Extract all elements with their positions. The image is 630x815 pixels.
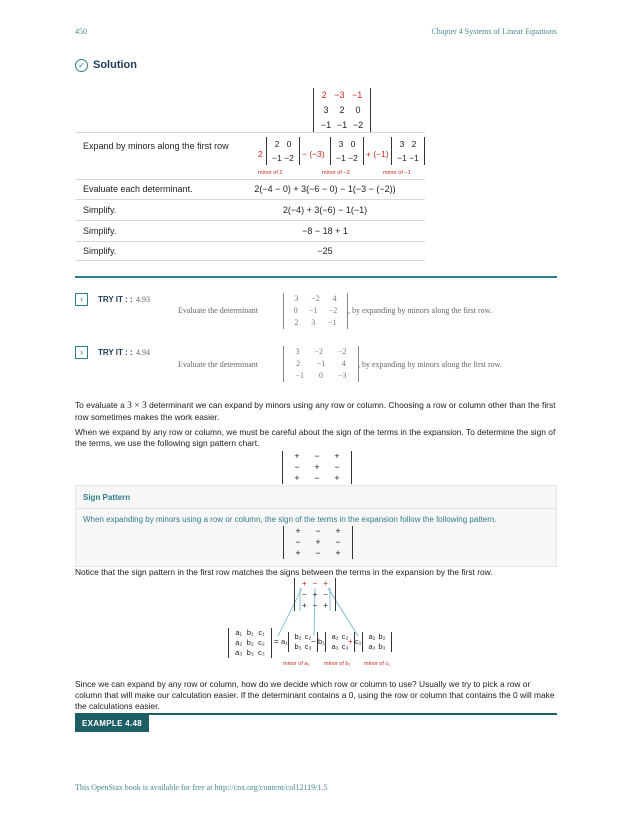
expansion-diagram: [228, 578, 408, 674]
matrix-cell: a₃: [235, 648, 243, 657]
step-row: [75, 242, 425, 261]
matrix-cell: −: [323, 590, 328, 599]
footer-text: This OpenStax book is available for free at http://cnx.org/content/col12119/1.5: [75, 783, 328, 792]
matrix-cell: 3: [294, 294, 299, 303]
matrix-cell: −2: [352, 120, 364, 130]
minor-label-c1: minor of c₁: [364, 661, 391, 667]
minus-sign: −: [311, 637, 316, 646]
matrix-cell: −2: [328, 306, 338, 315]
matrix-cell: −2: [284, 153, 294, 163]
matrix-cell: c₂: [304, 632, 312, 641]
matrix-cell: −: [315, 526, 321, 536]
matrix-cell: −: [295, 537, 301, 547]
matrix-cell: −: [314, 451, 320, 461]
page-number: 450: [75, 27, 87, 36]
matrix-cell: +: [294, 473, 300, 483]
matrix-cell: c₃: [304, 642, 312, 651]
step-label: Simplify.: [83, 226, 117, 236]
paragraph: To evaluate a 3 × 3 determinant we can expand by minors using any row or column. Choosing a row or column other than the first row sometimes makes the work easier.: [75, 400, 556, 422]
matrix-cell: −1: [397, 153, 407, 163]
matrix-row: [233, 628, 267, 638]
matrix-cell: +: [323, 579, 328, 588]
matrix-cell: b₂: [246, 638, 254, 647]
matrix-row: [318, 103, 366, 118]
check-circle-icon: ✓: [75, 59, 88, 72]
paragraph: Since we can expand by any row or column, how do we decide which row or column to use? Usually we try to pick a row or column that will make our calculation easier. If the determinant contains a 0, using the row or column that contains the 0 will make the calculations easier.: [75, 679, 555, 711]
matrix-cell: a₂: [368, 632, 376, 641]
matrix-cell: −1: [351, 90, 363, 100]
matrix-cell: 0: [318, 371, 323, 380]
step-row: [75, 221, 425, 242]
expand-arrow-icon[interactable]: ›: [75, 346, 88, 359]
matrix-cell: +: [315, 537, 321, 547]
expand-arrow-icon[interactable]: ›: [75, 293, 88, 306]
minor-matrix-1: [266, 137, 300, 165]
minor-label-2: minor of −3: [322, 170, 350, 176]
try-it-label: TRY IT : :: [98, 348, 133, 357]
minor-matrix-2: [330, 137, 364, 165]
matrix-row: [233, 638, 267, 648]
matrix-cell: 2: [296, 359, 301, 368]
matrix-row: [396, 137, 420, 151]
matrix-row: [288, 305, 343, 317]
matrix-row: [288, 293, 343, 305]
solution-title: Solution: [93, 59, 137, 71]
matrix-cell: a₂: [331, 632, 339, 641]
matrix-cell: c₁: [258, 628, 265, 637]
matrix-cell: 0: [350, 139, 356, 149]
try-it-suffix: , by expanding by minors along the first row.: [358, 360, 502, 369]
matrix-cell: c₃: [258, 648, 265, 657]
matrix-cell: +: [335, 526, 341, 536]
step-row: [75, 132, 425, 180]
matrix-cell: −2: [311, 294, 320, 303]
step-row: [75, 179, 425, 200]
step-value: 2(−4) + 3(−6) − 1(−1): [282, 205, 368, 215]
matrix-row: [288, 317, 343, 329]
try-it-suffix: , by expanding by minors along the first row.: [348, 306, 492, 315]
matrix-cell: 2: [274, 139, 280, 149]
matrix-cell: −1: [308, 306, 318, 315]
sign-pattern-mini: [294, 578, 336, 611]
matrix-row: [288, 346, 354, 358]
minor-matrix-3: [391, 137, 425, 165]
matrix-cell: −: [312, 579, 318, 588]
matrix-row: [367, 642, 387, 652]
matrix-row: [330, 632, 350, 642]
matrix-cell: −1: [328, 318, 337, 327]
matrix-cell: a₃: [331, 642, 339, 651]
matrix-cell: −2: [314, 347, 323, 356]
matrix-cell: 0: [286, 139, 292, 149]
matrix-row: [271, 151, 295, 165]
matrix-cell: +: [334, 451, 340, 461]
matrix-cell: a₂: [235, 638, 243, 647]
matrix-cell: c₂: [341, 632, 349, 641]
matrix-cell: +: [295, 526, 301, 536]
sign-pattern-matrix: [283, 526, 353, 559]
matrix-row: [287, 473, 347, 484]
matrix-row: [293, 632, 313, 642]
matrix-cell: −1: [295, 371, 304, 380]
matrix-row: [287, 462, 347, 473]
try-it-prompt: Evaluate the determinant: [178, 360, 258, 369]
matrix-row: [335, 151, 359, 165]
matrix-row: [293, 642, 313, 652]
matrix-row: [299, 600, 331, 611]
matrix-cell: +: [294, 451, 300, 461]
matrix-cell: −1: [409, 153, 419, 163]
paragraph: When we expand by any row or column, we must be careful about the sign of the terms in the expansion. To determine the sign of the terms, we use the following sign pattern chart.: [75, 427, 556, 448]
matrix-row: [335, 137, 359, 151]
matrix-cell: 2: [411, 139, 417, 149]
minor-label-3: minor of −1: [383, 170, 411, 176]
matrix-cell: −1: [336, 153, 346, 163]
matrix-cell: −2: [337, 347, 347, 356]
matrix-cell: 0: [293, 306, 298, 315]
matrix-cell: 3: [338, 139, 344, 149]
step-value: −8 − 18 + 1: [302, 226, 348, 236]
matrix-row: [288, 358, 354, 370]
step-label: Simplify.: [83, 246, 117, 256]
try-it-prompt: Evaluate the determinant: [178, 306, 258, 315]
matrix-cell: +: [314, 462, 320, 472]
sign-pattern-box: [75, 485, 557, 567]
matrix-cell: +: [335, 548, 341, 558]
matrix-row: [299, 578, 331, 589]
coef-c1: c₁: [355, 637, 362, 646]
matrix-cell: c₂: [258, 638, 265, 647]
matrix-row: [288, 526, 348, 537]
matrix-cell: +: [323, 601, 328, 610]
matrix-cell: +: [312, 590, 318, 599]
chapter-title: Chapter 4 Systems of Linear Equations: [431, 27, 557, 36]
matrix-cell: +: [301, 579, 307, 588]
matrix-cell: −: [335, 537, 341, 547]
coef-3: + (−1): [366, 149, 389, 159]
matrix-cell: −: [315, 548, 321, 558]
try-it-number: 4.94: [136, 348, 150, 357]
coef-1: 2: [258, 149, 263, 159]
matrix-cell: −1: [272, 153, 282, 163]
try-it-matrix: [283, 346, 359, 382]
matrix-row: [367, 632, 387, 642]
matrix-cell: −: [314, 473, 320, 483]
matrix-row: [396, 151, 420, 165]
step-value: 2(−4 − 0) + 3(−6 − 0) − 1(−3 − (−2)): [254, 184, 396, 194]
matrix-cell: −: [334, 462, 340, 472]
matrix-cell: 2: [339, 105, 345, 115]
matrix-cell: +: [334, 473, 340, 483]
matrix-row: [318, 118, 366, 133]
step-value: −25: [317, 246, 333, 256]
try-it-matrix: [283, 293, 348, 329]
matrix-cell: a₃: [368, 642, 376, 651]
coef-2: − (−3): [302, 149, 325, 159]
step-row: [75, 200, 425, 221]
matrix-row: [287, 451, 347, 462]
paragraph: Notice that the sign pattern in the first row matches the signs between the terms in the expansion by the first row.: [75, 567, 493, 577]
matrix-cell: +: [295, 548, 301, 558]
matrix-cell: b₂: [294, 632, 302, 641]
plus-sign: +: [348, 637, 353, 646]
matrix-cell: b₃: [294, 642, 302, 651]
coef-a1: a₁: [281, 637, 288, 646]
example-label: EXAMPLE 4.48: [75, 715, 149, 732]
matrix-cell: b₃: [246, 648, 254, 657]
matrix-row: [288, 548, 348, 559]
step-label: Expand by minors along the first row: [83, 141, 229, 151]
matrix-cell: −1: [320, 120, 332, 130]
matrix-cell: −: [294, 462, 300, 472]
minor-label-b1: minor of b₁: [324, 661, 351, 667]
matrix-cell: −: [312, 601, 318, 610]
matrix-cell: b₃: [378, 642, 386, 651]
step-label: Evaluate each determinant.: [83, 184, 193, 194]
sign-pattern-text: When expanding by minors using a row or column, the sign of the terms in the expansion follow the following pattern.: [83, 515, 497, 524]
matrix-cell: −1: [316, 359, 326, 368]
matrix-row: [330, 642, 350, 652]
matrix-row: [299, 589, 331, 600]
matrix-cell: a₁: [235, 628, 243, 637]
matrix-cell: 2: [321, 90, 327, 100]
matrix-row: [288, 537, 348, 548]
coef-b1: b₁: [318, 637, 325, 646]
matrix-cell: 3: [399, 139, 405, 149]
matrix-cell: −: [301, 590, 307, 599]
matrix-cell: −3: [337, 371, 347, 380]
matrix-cell: b₁: [246, 628, 254, 637]
matrix-cell: 3: [311, 318, 316, 327]
matrix-cell: 3: [295, 347, 300, 356]
matrix-cell: 0: [355, 105, 361, 115]
matrix-cell: 3: [323, 105, 329, 115]
equals-sign: =: [274, 637, 279, 646]
matrix-row: [271, 137, 295, 151]
matrix-row: [233, 648, 267, 658]
sign-pattern-matrix: [282, 451, 352, 484]
matrix-a: [228, 628, 272, 658]
matrix-cell: b₂: [378, 632, 386, 641]
step-label: Simplify.: [83, 205, 117, 215]
matrix-cell: 4: [332, 294, 337, 303]
matrix-cell: +: [301, 601, 307, 610]
sign-pattern-title: Sign Pattern: [83, 493, 131, 502]
minor-label-1: minor of 2: [258, 170, 283, 176]
matrix-cell: 4: [341, 359, 346, 368]
matrix-row: [288, 370, 354, 382]
matrix-row: [318, 88, 366, 103]
matrix-cell: −1: [336, 120, 348, 130]
matrix-cell: 2: [294, 318, 299, 327]
minor-label-a1: minor of a₁: [283, 661, 310, 667]
try-it-number: 4.93: [136, 295, 150, 304]
determinant-matrix: [313, 88, 371, 133]
try-it-label: TRY IT : :: [98, 295, 133, 304]
matrix-cell: c₃: [341, 642, 349, 651]
section-divider: [75, 276, 557, 278]
minor-c1: [362, 632, 392, 652]
matrix-cell: −3: [334, 90, 345, 100]
matrix-cell: −2: [348, 153, 358, 163]
